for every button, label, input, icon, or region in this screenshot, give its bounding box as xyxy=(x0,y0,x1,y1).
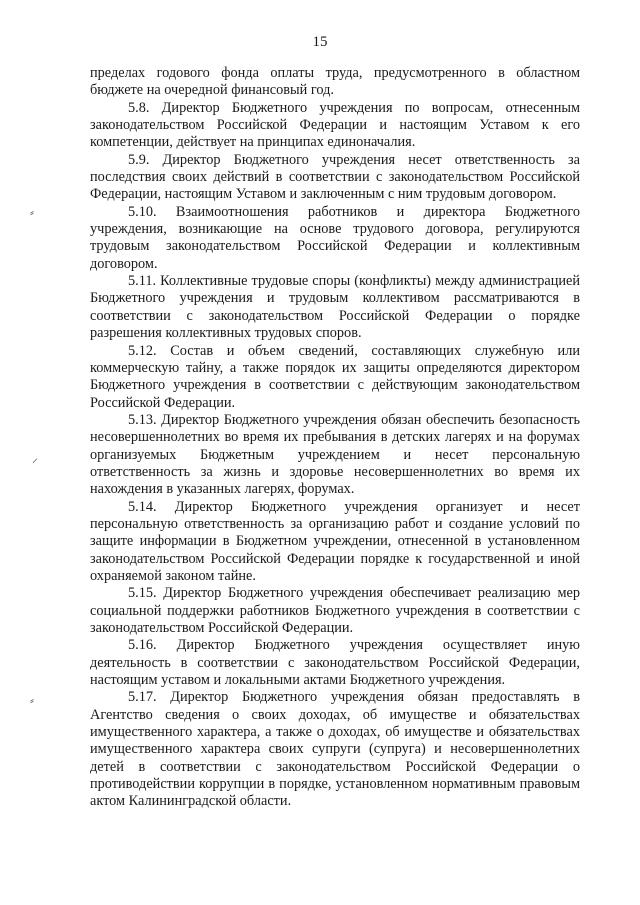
paragraph-continuation: пределах годового фонда оплаты труда, предусмотренного в областном бюджете на очередной финансовый год. xyxy=(90,65,580,99)
clause-5-17: 5.17. Директор Бюджетного учреждения обязан предоставлять в Агентство сведения о своих доходах, об имуществе и обязательствах имущественного характера, а также о доходах, об имуществе и обязательствах имущественного характера своих супруги (супруга) и несовершеннолетних детей в соответствии с законодательством Российской Федерации о противодействии коррупции в порядке, установленном нормативным правовым актом Калининградской области. xyxy=(90,689,580,810)
clause-5-11: 5.11. Коллективные трудовые споры (конфликты) между администрацией Бюджетного учреждения и трудовым коллективом рассматриваются в соответствии с законодательством Российской Федерации о порядке разрешения коллективных трудовых споров. xyxy=(90,273,580,342)
margin-mark: ⸝ xyxy=(32,451,39,465)
margin-mark: ⸗ xyxy=(30,693,34,707)
clause-5-14: 5.14. Директор Бюджетного учреждения организует и несет персональную ответственность за организацию работ и создание условий по защите информации в Бюджетном учреждении, отнесенной в установленном законодательством Российской Федерации порядке к государственной и иной охраняемой законом тайне. xyxy=(90,498,580,584)
page-number: 15 xyxy=(312,34,328,50)
document-body xyxy=(90,65,580,811)
clause-5-8: 5.8. Директор Бюджетного учреждения по вопросам, отнесенным законодательством Российской Федерации и настоящим Уставом к его компетенции, действует на принципах единоначалия. xyxy=(90,99,580,151)
margin-mark: ⸗ xyxy=(30,205,34,219)
clause-5-15: 5.15. Директор Бюджетного учреждения обеспечивает реализацию мер социальной поддержки работников Бюджетного учреждения в соответствии с законодательством Российской Федерации. xyxy=(90,585,580,636)
clause-5-13: 5.13. Директор Бюджетного учреждения обязан обеспечить безопасность несовершеннолетних во время их пребывания в детских лагерях и на форумах организуемых Бюджетным учреждением и несет персональную ответственность за жизнь и здоровье несовершеннолетних во время их нахождения в указанных лагерях, форумах. xyxy=(90,411,580,498)
clause-5-12: 5.12. Состав и объем сведений, составляющих служебную или коммерческую тайну, а также порядок их защиты определяются директором Бюджетного учреждения в соответствии с действующим законодательством Российской Федерации. xyxy=(90,342,580,411)
clause-5-9: 5.9. Директор Бюджетного учреждения несет ответственность за последствия своих действий в соответствии с законодательством Российской Федерации, настоящим Уставом и заключенным с ним трудовым договором. xyxy=(90,151,580,203)
clause-5-10: 5.10. Взаимоотношения работников и директора Бюджетного учреждения, возникающие на основе трудового договора, регулируются трудовым законодательством Российской Федерации и коллективным договором. xyxy=(90,203,580,272)
clause-5-16: 5.16. Директор Бюджетного учреждения осуществляет иную деятельность в соответствии с законодательством Российской Федерации, настоящим уставом и локальными актами Бюджетного учреждения. xyxy=(90,637,580,689)
